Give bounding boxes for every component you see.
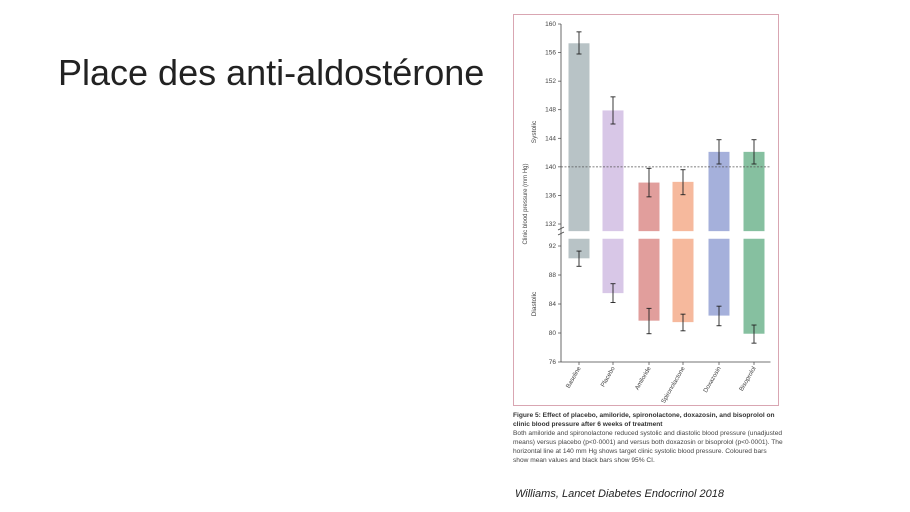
y-tick-label: 132 (545, 221, 556, 228)
x-tick-label-amiloride: Amiloride (633, 365, 653, 392)
y-tick-label: 88 (548, 272, 556, 279)
y-tick-label: 156 (545, 49, 556, 57)
y-tick-label: 136 (545, 192, 556, 200)
figure-caption (513, 411, 783, 483)
blood-pressure-chart (513, 14, 779, 406)
y-tick-label: 80 (548, 330, 556, 337)
panel-label-systolic: Systolic (531, 120, 538, 144)
bar-diastolic-doxazosin (709, 239, 730, 316)
x-tick-label-baseline: Baseline (564, 365, 583, 390)
y-tick-label: 92 (548, 243, 556, 250)
slide-title: Place des anti-aldostérone (58, 52, 485, 93)
y-tick-label: 152 (545, 78, 556, 86)
caption-body: Both amiloride and spironolactone reduced systolic and diastolic blood pressure (unadjusted means) versus placebo (p<0·0001) and versus both doxazosin or bisoprolol (p<0·0001). The horizontal line at 140 mm Hg shows target clinic systolic blood pressure. Coloured bars show mean values and black bars show 95% CI. (513, 430, 783, 464)
y-tick-label: 148 (545, 106, 556, 114)
y-tick-label: 160 (545, 21, 556, 28)
bar-diastolic-bisoprolol (744, 239, 765, 334)
y-tick-label: 140 (545, 163, 556, 171)
bar-systolic-baseline (569, 43, 590, 231)
bar-diastolic-spironolactone (673, 239, 694, 322)
panel-label-diastolic: Diastolic (531, 291, 538, 317)
x-tick-label-spironolactone: Spironolactone (660, 365, 687, 405)
x-tick-label-bisoprolol: Bisoprolol (738, 365, 758, 393)
caption-title: Figure 5: Effect of placebo, amiloride, spironolactone, doxazosin, and bisoprolol on clinic blood pressure after 6 weeks of treatment (513, 412, 775, 428)
y-axis-label: Clinic blood pressure (mm Hg) (523, 163, 529, 245)
x-tick-label-doxazosin: Doxazosin (702, 365, 723, 395)
citation: Williams, Lancet Diabetes Endocrinol 2018 (515, 488, 725, 500)
y-tick-label: 76 (548, 359, 556, 366)
y-tick-label: 84 (548, 301, 556, 308)
bar-systolic-placebo (603, 110, 624, 231)
x-tick-label-placebo: Placebo (599, 365, 617, 389)
y-tick-label: 144 (545, 135, 556, 143)
